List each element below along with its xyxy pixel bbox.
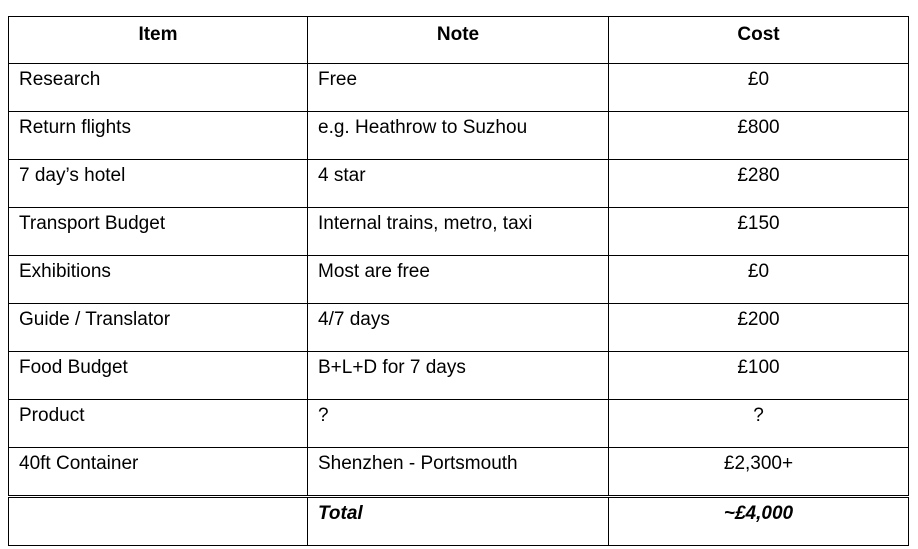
cell-note: Shenzhen - Portsmouth <box>308 448 609 497</box>
cell-item: Food Budget <box>9 352 308 400</box>
cell-cost: £800 <box>609 112 909 160</box>
cell-item: Research <box>9 64 308 112</box>
table-row <box>9 256 909 304</box>
cell-item: Return flights <box>9 112 308 160</box>
cell-cost: £150 <box>609 208 909 256</box>
table-row <box>9 64 909 112</box>
total-cost: ~£4,000 <box>609 497 909 546</box>
cell-note: Most are free <box>308 256 609 304</box>
table-row <box>9 160 909 208</box>
cell-note: e.g. Heathrow to Suzhou <box>308 112 609 160</box>
cell-cost: £0 <box>609 256 909 304</box>
table-row <box>9 208 909 256</box>
cell-item: Exhibitions <box>9 256 308 304</box>
table-row <box>9 304 909 352</box>
cell-item: Transport Budget <box>9 208 308 256</box>
table-row <box>9 112 909 160</box>
header-item: Item <box>9 17 308 64</box>
cell-item: Guide / Translator <box>9 304 308 352</box>
cell-cost: £2,300+ <box>609 448 909 497</box>
table-row <box>9 448 909 497</box>
cell-cost: £100 <box>609 352 909 400</box>
cell-note: Free <box>308 64 609 112</box>
cell-cost: £280 <box>609 160 909 208</box>
cell-cost: £0 <box>609 64 909 112</box>
cell-note: 4/7 days <box>308 304 609 352</box>
table-row <box>9 352 909 400</box>
cell-item: 40ft Container <box>9 448 308 497</box>
total-row <box>9 497 909 546</box>
cell-item: 7 day’s hotel <box>9 160 308 208</box>
cell-note: B+L+D for 7 days <box>308 352 609 400</box>
table-header-row <box>9 17 909 64</box>
header-note: Note <box>308 17 609 64</box>
total-label: Total <box>308 497 609 546</box>
cell-note: Internal trains, metro, taxi <box>308 208 609 256</box>
cell-note: 4 star <box>308 160 609 208</box>
cell-note: ? <box>308 400 609 448</box>
total-item-cell <box>9 497 308 546</box>
header-cost: Cost <box>609 17 909 64</box>
cell-item: Product <box>9 400 308 448</box>
table-row <box>9 400 909 448</box>
cell-cost: £200 <box>609 304 909 352</box>
cost-table <box>8 16 909 546</box>
cell-cost: ? <box>609 400 909 448</box>
